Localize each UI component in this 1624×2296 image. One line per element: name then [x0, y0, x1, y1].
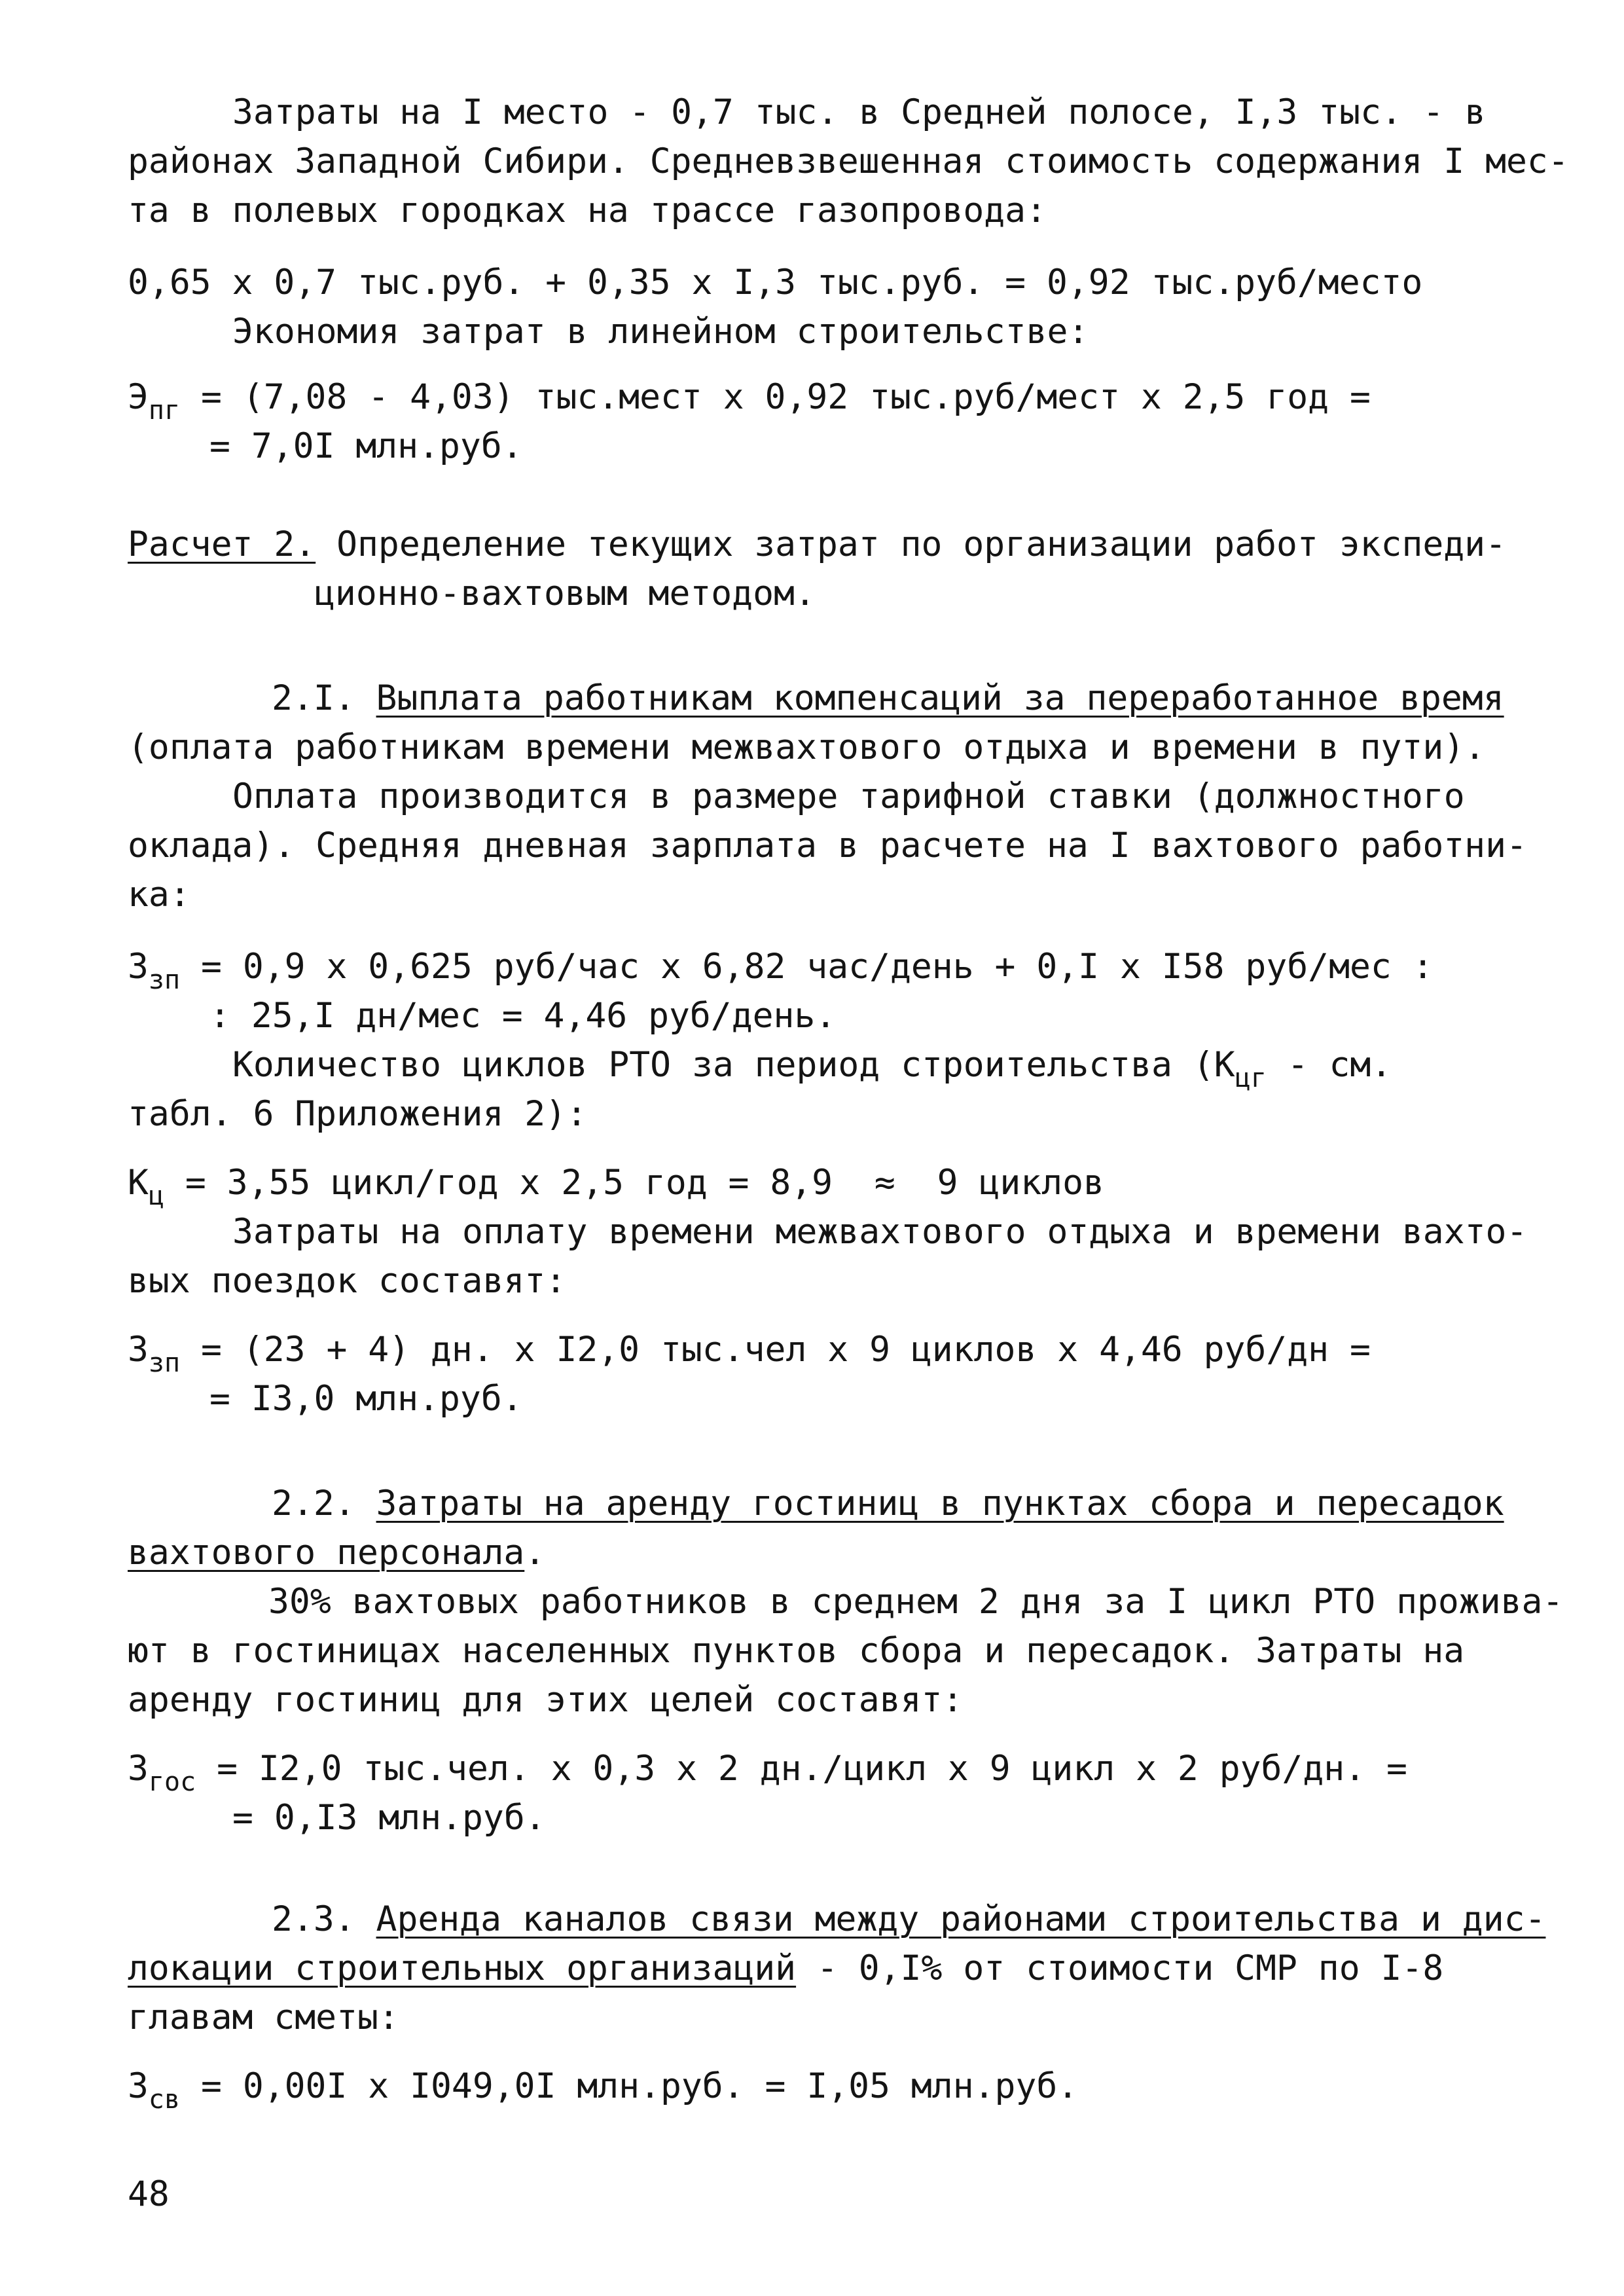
formula-hotels: [128, 1748, 1407, 1797]
section-title-rest: - 0,I% от стоимости СМР по I-8: [796, 1948, 1444, 1988]
formula-result: = I3,0 млн.руб.: [209, 1379, 523, 1419]
section-title-cont: [128, 1532, 545, 1574]
formula-result: = 7,0I млн.руб.: [209, 426, 523, 466]
formula-subscript: пг: [148, 395, 181, 426]
section-title-end: .: [524, 1533, 546, 1573]
formula-subscript: зп: [148, 1348, 181, 1378]
section-title: Затраты на аренду гостиниц в пунктах сбора и пересадок: [376, 1484, 1504, 1523]
text-line: 30% вахтовых работников в среднем 2 дня за I цикл РТО прожива-: [268, 1582, 1564, 1622]
formula-body: = 0,00I x I049,0I млн.руб. = I,05 млн.руб.: [180, 2066, 1079, 2106]
formula-body: = 3,55 цикл/год x 2,5 год = 8,9 ≈ 9 циклов: [164, 1163, 1104, 1203]
formula-subscript: ц: [148, 1181, 165, 1211]
formula-salary: [128, 946, 1434, 995]
text-line: аренду гостиниц для этих целей составят:: [128, 1680, 964, 1720]
cycles-text-a: Количество циклов РТО за период строительства (К: [232, 1045, 1235, 1085]
text-line: ка:: [128, 875, 190, 915]
section-2-3-heading: [272, 1899, 1545, 1941]
calc2-label: Расчет 2.: [128, 524, 316, 564]
calc2-heading: [128, 524, 1506, 566]
text-line: Затраты на оплату времени межвахтового отдыха и времени вахто-: [232, 1212, 1528, 1252]
section-title-part: локации строительных организаций: [128, 1948, 797, 1988]
page-number: 48: [128, 2174, 170, 2214]
text-line: Экономия затрат в линейном строительстве:: [232, 312, 1089, 352]
section-2-2-heading: [272, 1483, 1504, 1525]
formula-symbol: З: [128, 2066, 149, 2106]
text-line: Оплата производится в размере тарифной ставки (должностного: [232, 776, 1465, 816]
section-number: 2.I.: [272, 678, 376, 718]
section-title-part: вахтового персонала: [128, 1533, 525, 1573]
formula-symbol: З: [128, 1330, 149, 1370]
formula-symbol: Э: [128, 377, 149, 417]
formula-symbol: З: [128, 947, 149, 987]
formula-symbol: К: [128, 1163, 149, 1203]
formula-subscript: гос: [148, 1767, 196, 1797]
formula-subscript: св: [148, 2085, 181, 2115]
text-line: та в полевых городках на трассе газопровода:: [128, 191, 1047, 230]
text-line: 0,65 x 0,7 тыс.руб. + 0,35 x I,3 тыс.руб. = 0,92 тыс.руб/место: [128, 263, 1423, 302]
formula-cycles: [128, 1162, 1104, 1211]
formula-body: = (7,08 - 4,03) тыс.мест x 0,92 тыс.руб/мест x 2,5 год =: [180, 377, 1371, 417]
text-line: районах Западной Сибири. Средневзвешенная стоимость содержания I мес-: [128, 141, 1569, 181]
text-line: ют в гостиницах населенных пунктов сбора и пересадок. Затраты на: [128, 1631, 1465, 1671]
formula-result: : 25,I дн/мес = 4,46 руб/день.: [209, 996, 837, 1036]
text-line: Затраты на I место - 0,7 тыс. в Средней полосе, I,3 тыс. - в: [232, 92, 1486, 132]
formula-economy: [128, 376, 1371, 426]
section-title: Аренда каналов связи между районами строительства и дис-: [376, 1899, 1546, 1939]
text-line: вых поездок составят:: [128, 1261, 567, 1301]
cycles-subscript: цг: [1235, 1063, 1267, 1093]
section-number: 2.3.: [272, 1899, 376, 1939]
section-number: 2.2.: [272, 1484, 376, 1523]
formula-result: = 0,I3 млн.руб.: [232, 1798, 546, 1838]
calc2-title-cont: ционно-вахтовым методом.: [314, 574, 816, 613]
formula-body: = I2,0 тыс.чел. x 0,3 x 2 дн./цикл x 9 цикл x 2 руб/дн. =: [196, 1749, 1407, 1789]
cycles-text: [232, 1044, 1392, 1093]
formula-symbol: З: [128, 1749, 149, 1789]
calc2-title: Определение текущих затрат по организации работ экспеди-: [316, 524, 1506, 564]
section-title-cont: [128, 1948, 1443, 1990]
cycles-text-b: - см.: [1266, 1045, 1392, 1085]
section-2-1-heading: [272, 678, 1504, 720]
section-title: Выплата работникам компенсаций за переработанное время: [376, 678, 1504, 718]
formula-body: = 0,9 x 0,625 руб/час x 6,82 час/день + 0,I x I58 руб/мес :: [180, 947, 1434, 987]
formula-body: = (23 + 4) дн. x I2,0 тыс.чел x 9 циклов x 4,46 руб/дн =: [180, 1330, 1371, 1370]
text-line: (оплата работникам времени межвахтового отдыха и времени в пути).: [128, 727, 1486, 767]
formula-communication: [128, 2066, 1079, 2115]
text-line: главам сметы:: [128, 1997, 399, 2037]
text-line: табл. 6 Приложения 2):: [128, 1094, 587, 1134]
formula-compensation: [128, 1329, 1371, 1378]
formula-subscript: зп: [148, 965, 181, 995]
text-line: оклада). Средняя дневная зарплата в расчете на I вахтового работни-: [128, 826, 1527, 866]
